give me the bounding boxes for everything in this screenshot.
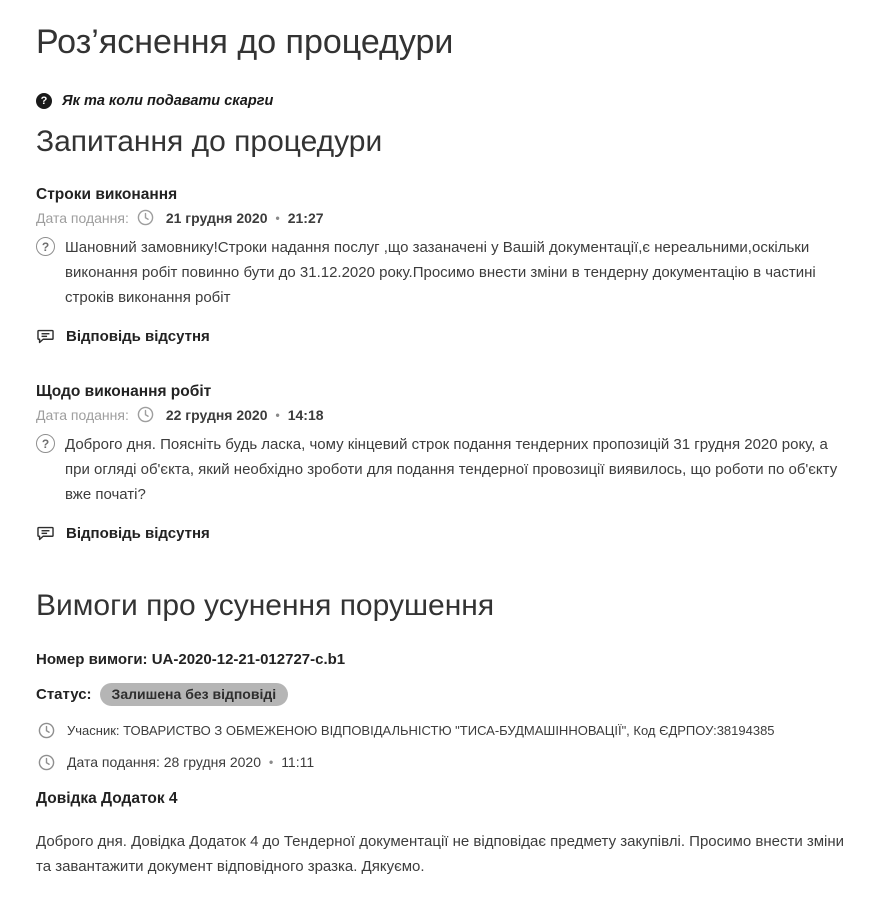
question-text-row [36, 235, 846, 310]
claim-time: 11:11 [281, 754, 315, 771]
claim-participant-row [36, 722, 846, 739]
question-title: Щодо виконання робіт [36, 383, 212, 401]
question-time: 14:18 [287, 406, 324, 423]
question-text: Доброго дня. Поясніть будь ласка, чому кінцевий строк подання тендерних пропозицій 31 грудня 2020 року, а при огляді об'єкта, який необхідно зроботи для подання тендерної провозиції виявилось, що роботи по об'єкту вже початі? [65, 436, 838, 504]
bullet-separator: • [268, 755, 274, 770]
question-title: Строки виконання [36, 186, 178, 204]
comment-icon [36, 327, 55, 346]
answer-status-row [36, 327, 846, 346]
clock-icon [38, 722, 55, 739]
clock-icon [38, 754, 55, 771]
claim-status-row [36, 683, 846, 706]
clock-icon [137, 209, 154, 226]
claim-date: 28 грудня 2020 [163, 754, 261, 771]
question-item [36, 186, 846, 346]
question-date-row [36, 406, 846, 423]
question-text: Шановний замовнику!Строки надання послуг ,що зазаначені у Вашій документації,є нереальними,оскільки виконання робіт повинно бути до 31.12.2020 року.Просимо внести зміни в тендерну документацію в частині строків виконання робіт [65, 239, 816, 307]
claim-number: Номер вимоги: UA-2020-12-21-012727-c.b1 [36, 650, 346, 668]
claim-text: Доброго дня. Довідка Додаток 4 до Тендерної документації не відповідає предмету закупівлі. Просимо внести зміни та завантажити документ відповідного зразка. Дякуємо. [36, 832, 845, 875]
question-item [36, 383, 846, 543]
no-answer-label: Відповідь відсутня [66, 328, 210, 346]
bullet-separator: • [275, 407, 280, 422]
question-mark-icon: ? [36, 237, 55, 256]
question-date: 22 грудня 2020 [165, 406, 268, 423]
question-date: 21 грудня 2020 [165, 209, 268, 226]
claim-title: Довідка Додаток 4 [36, 789, 178, 807]
page-title: Роз’яснення до процедури [36, 23, 454, 61]
no-answer-label: Відповідь відсутня [66, 525, 210, 543]
status-badge: Залишена без відповіді [100, 683, 289, 706]
complaints-help-row [36, 93, 846, 109]
question-time: 21:27 [287, 209, 324, 226]
claims-section-heading: Вимоги про усунення порушення [36, 589, 495, 623]
question-text-row [36, 432, 846, 507]
status-label: Статус: [36, 685, 92, 703]
question-mark-icon: ? [36, 434, 55, 453]
claim-date-row [36, 754, 846, 771]
clock-icon [137, 406, 154, 423]
date-label: Дата подання: [36, 406, 129, 423]
complaints-link[interactable]: Як та коли подавати скарги [62, 92, 274, 109]
question-date-row [36, 209, 846, 226]
help-circle-icon: ? [36, 93, 52, 109]
questions-section-heading: Запитання до процедури [36, 124, 383, 158]
answer-status-row [36, 524, 846, 543]
claim-participant: Учасник: ТОВАРИСТВО З ОБМЕЖЕНОЮ ВІДПОВІДАЛЬНІСТЮ "ТИСА-БУДМАШІННОВАЦІЇ", Код ЄДРПОУ:38194385 [67, 722, 775, 738]
bullet-separator: • [275, 210, 280, 225]
date-label: Дата подання: [36, 209, 129, 226]
claim-date-label: Дата подання: [67, 754, 160, 771]
comment-icon [36, 524, 55, 543]
